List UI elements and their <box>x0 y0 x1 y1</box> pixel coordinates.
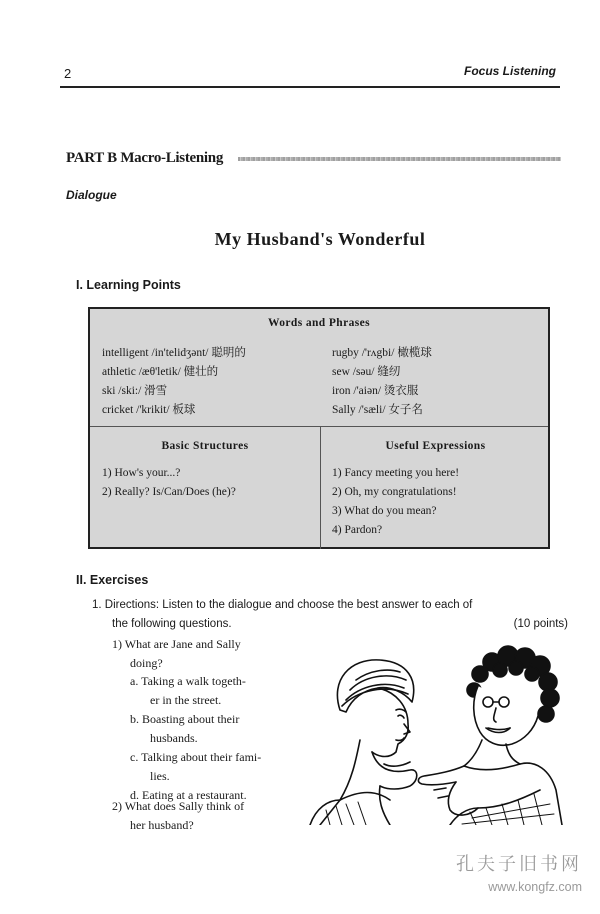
word-entry: cricket /'krikit/ 板球 <box>102 404 196 416</box>
word-entry: ski /ski:/ 滑雪 <box>102 385 168 397</box>
exercises-heading: II. Exercises <box>76 573 149 587</box>
words-and-phrases-heading: Words and Phrases <box>267 317 370 329</box>
directions-text-continued: the following questions. <box>112 618 232 630</box>
words-right-column <box>332 344 432 420</box>
question-2 <box>112 797 292 835</box>
question-line: her husband? <box>130 818 194 832</box>
useful-expressions-heading: Useful Expressions <box>385 440 486 452</box>
watermark <box>456 850 582 894</box>
dialogue-label: Dialogue <box>66 188 117 202</box>
option-line: d. Eating at a restaurant. <box>130 788 247 802</box>
running-title: Focus Listening <box>463 64 556 78</box>
question-1-options <box>130 672 290 805</box>
word-entry: sew /səu/ 缝纫 <box>332 366 401 378</box>
part-title: PART B Macro-Listening <box>66 150 224 166</box>
option-line: lies. <box>150 769 170 783</box>
learning-points-table <box>88 307 550 549</box>
watermark-url: www.kongfz.com <box>488 880 582 894</box>
points-label: (10 points) <box>513 618 568 630</box>
option-line: b. Boasting about their <box>130 712 240 726</box>
word-entry: iron /'aiən/ 烫衣服 <box>332 385 419 397</box>
page-number: 2 <box>64 66 72 81</box>
word-entry: athletic /æθ'letik/ 健壮的 <box>102 366 219 378</box>
watermark-chinese: 孔夫子旧书网 <box>456 854 582 875</box>
words-left-column <box>102 344 246 420</box>
structure-item: 1) How's your...? <box>102 467 181 479</box>
expression-item: 2) Oh, my congratulations! <box>332 486 457 498</box>
word-entry: intelligent /in'telidʒənt/ 聪明的 <box>102 347 246 359</box>
option-line: husbands. <box>150 731 198 745</box>
dialogue-title: My Husband's Wonderful <box>214 229 426 249</box>
option-line: c. Talking about their fami- <box>130 750 262 764</box>
option-line: er in the street. <box>150 693 222 707</box>
directions-text: 1. Directions: Listen to the dialogue and choose the best answer to each of <box>92 599 473 611</box>
question-1 <box>112 635 292 673</box>
header-rule <box>60 86 560 88</box>
question-line: 2) What does Sally think of <box>112 799 245 813</box>
two-women-illustration <box>300 640 566 825</box>
question-line: doing? <box>130 656 163 670</box>
basic-structures-list <box>102 464 236 502</box>
structure-item: 2) Really? Is/Can/Does (he)? <box>102 486 236 498</box>
useful-expressions-list <box>332 464 459 540</box>
option-line: a. Taking a walk togeth- <box>130 674 246 688</box>
expression-item: 1) Fancy meeting you here! <box>332 467 460 479</box>
learning-points-heading: I. Learning Points <box>76 278 181 292</box>
expression-item: 3) What do you mean? <box>332 505 437 517</box>
word-entry: Sally /'sæli/ 女子名 <box>332 404 423 416</box>
part-rule <box>238 157 561 161</box>
question-line: 1) What are Jane and Sally <box>112 637 241 651</box>
word-entry: rugby /'rʌgbi/ 橄榄球 <box>332 347 432 359</box>
table-row-divider <box>90 426 548 427</box>
expression-item: 4) Pardon? <box>332 524 383 536</box>
basic-structures-heading: Basic Structures <box>161 440 249 452</box>
